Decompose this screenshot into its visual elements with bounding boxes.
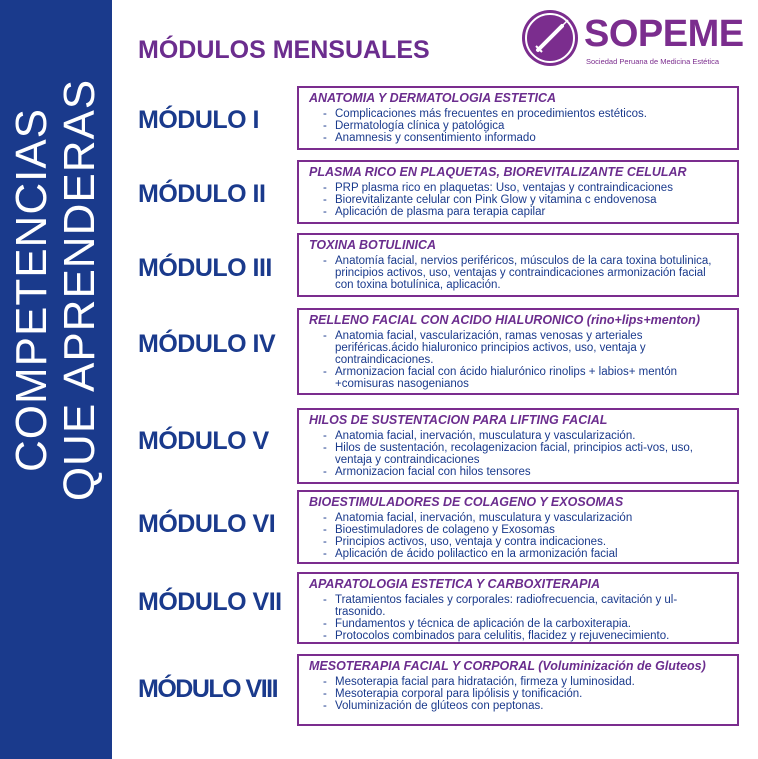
module-label-4: MÓDULO IV: [138, 330, 276, 358]
module-box-1: [297, 86, 739, 150]
list-item: - Aplicación de plasma para terapia capilar: [319, 206, 727, 218]
list-item: - Fundamentos y técnica de aplicación de la carboxiterapia.: [319, 618, 727, 630]
list-item: - Tratamientos faciales y corporales: radiofrecuencia, cavitación y ul-trasonido.: [319, 594, 727, 618]
list-item: - Armonizacion facial con hilos tensores: [319, 466, 727, 478]
module-label-1: MÓDULO I: [138, 106, 259, 134]
sidebar-title-line-2: QUE APRENDERAS: [55, 78, 104, 502]
list-item: - Biorevitalizante celular con Pink Glow y vitamina c endovenosa: [319, 194, 727, 206]
module-title: RELLENO FACIAL CON ACIDO HIALURONICO (rino+lips+menton): [309, 313, 700, 327]
list-item: - Hilos de sustentación, recolagenizacion facial, principios acti-vos, uso, ventaja y contraindicaciones: [319, 442, 727, 466]
list-item: - Protocolos combinados para celulitis, flacidez y rejuvenecimiento.: [319, 630, 727, 642]
module-label-2: MÓDULO II: [138, 180, 266, 208]
module-title: TOXINA BOTULINICA: [309, 238, 437, 252]
sidebar-title: [8, 79, 104, 501]
list-item: - Principios activos, uso, ventaja y contra indicaciones.: [319, 536, 727, 548]
list-item: - Anatomia facial, vascularización, ramas venosas y arteriales periféricas.ácido hialuronico principios activos, uso, ventaja y contraindicaciones.: [319, 330, 727, 366]
module-box-6: [297, 490, 739, 564]
list-item: - Armonizacion facial con ácido hialurónico rinolips + labios+ mentón +comisuras nasogenianos: [319, 366, 727, 390]
list-item: - Anatomia facial, inervación, musculatura y vascularización.: [319, 430, 727, 442]
module-title: APARATOLOGIA ESTETICA Y CARBOXITERAPIA: [309, 577, 600, 591]
list-item: - PRP plasma rico en plaquetas: Uso, ventajas y contraindicaciones: [319, 182, 727, 194]
module-box-5: [297, 408, 739, 484]
module-title: MESOTERAPIA FACIAL Y CORPORAL (Voluminización de Gluteos): [309, 659, 706, 673]
module-box-7: [297, 572, 739, 644]
logo-name: SOPEME: [584, 13, 744, 55]
module-label-8: MÓDULO VIII: [138, 675, 278, 703]
module-item-list: [309, 512, 727, 560]
page-title: MÓDULOS MENSUALES: [138, 36, 430, 64]
list-item: - Mesoterapia facial para hidratación, firmeza y luminosidad.: [319, 676, 727, 688]
module-label-6: MÓDULO VI: [138, 510, 276, 538]
module-item-list: [309, 676, 727, 712]
list-item: - Anatomía facial, nervios periféricos, músculos de la cara toxina botulinica, principios activos, uso, ventajas y contraindicaciones armonización facial con toxina botulínica, aplicación.: [319, 255, 727, 291]
module-label-5: MÓDULO V: [138, 427, 269, 455]
module-title: ANATOMIA Y DERMATOLOGIA ESTETICA: [309, 91, 557, 105]
list-item: - Complicaciones más frecuentes en procedimientos estéticos.: [319, 108, 727, 120]
module-item-list: [309, 108, 727, 144]
list-item: - Bioestimuladores de colageno y Exosomas: [319, 524, 727, 536]
module-label-7: MÓDULO VII: [138, 588, 282, 616]
logo-subtitle: Sociedad Peruana de Medicina Estética: [586, 57, 720, 66]
module-title: BIOESTIMULADORES DE COLAGENO Y EXOSOMAS: [309, 495, 624, 509]
module-box-3: [297, 233, 739, 297]
module-item-list: [309, 255, 727, 291]
module-item-list: [309, 330, 727, 390]
sidebar-banner: [0, 0, 112, 759]
module-box-8: [297, 654, 739, 726]
syringe-icon: [522, 10, 578, 66]
sopeme-logo: [522, 8, 742, 72]
module-box-2: [297, 160, 739, 224]
list-item: - Aplicación de ácido polilactico en la armonización facial: [319, 548, 727, 560]
module-title: PLASMA RICO EN PLAQUETAS, BIOREVITALIZANTE CELULAR: [309, 165, 687, 179]
list-item: - Dermatología clínica y patológica: [319, 120, 727, 132]
module-box-4: [297, 308, 739, 395]
module-label-3: MÓDULO III: [138, 254, 272, 282]
list-item: - Anatomia facial, inervación, musculatura y vascularización: [319, 512, 727, 524]
list-item: - Anamnesis y consentimiento informado: [319, 132, 727, 144]
module-item-list: [309, 182, 727, 218]
list-item: - Voluminización de glúteos con peptonas.: [319, 700, 727, 712]
module-title: HILOS DE SUSTENTACION PARA LIFTING FACIAL: [309, 413, 608, 427]
module-item-list: [309, 430, 727, 478]
module-item-list: [309, 594, 727, 642]
list-item: - Mesoterapia corporal para lipólisis y tonificación.: [319, 688, 727, 700]
sidebar-title-line-1: COMPETENCIAS: [7, 107, 56, 473]
